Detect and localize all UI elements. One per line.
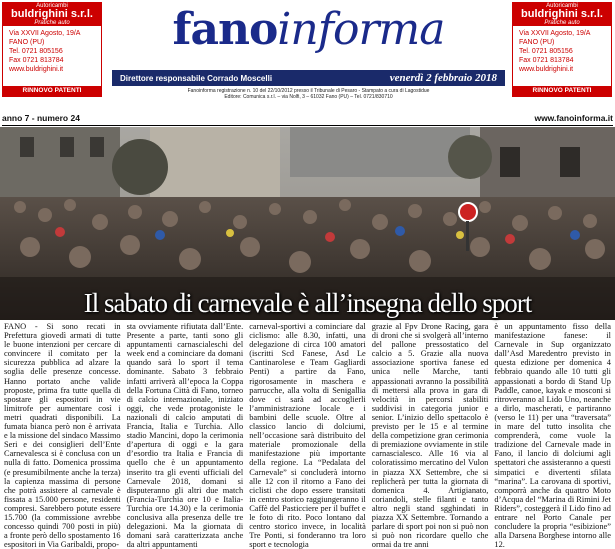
director-line: Direttore responsabile Corrado Moscelli — [120, 73, 273, 83]
ad-line: FANO (PU) — [519, 39, 555, 46]
ad-line: Via XXVII Agosto, 19/A — [9, 30, 81, 37]
article-column: grazie al Fpv Drone Racing, gara di droni che si svolgerà all’interno del pallone pressostatico del calcio a 5. Grazie alla nuova associazione sportiva fanese ed unica nelle Marche, tanti appassionati avranno la possibilità di mettersi alla prova in gara di velocità in percorsi stabiliti suddivisi in categoria junior e senior. L’inizio dello spettacolo è previsto per le 15 e al termine della competizione gran cerimonia di premiazione ovviamente in stile carnascialesco. Alle 16 via al coloratissimo mercatino del Vulon in piazza XX Settembre, che si replicherà per tutta la giornata di domenica 4. Artigianato, coriandoli, stelle filanti e tanto altro negli stand sgghindati in piazza XX Settembre. Tornando a parlare di sport poi non si può non si può non ricordare quello che ormai da tre anni — [371, 322, 489, 549]
ad-sub: Pratiche auto — [34, 20, 70, 26]
ad-tag: Autoricambi — [36, 3, 68, 9]
article-column: carneval-sportivi a cominciare dal ciclismo: alle 8.30, infatti, una delegazione di circa 100 amatori (iscritti Scd Fanese, Asd Le Cantinarolese e Team Gagliardi Penti) a partire da Fano, rigorosamente in maschera e parrucche, alla volta di Senigallia dove ci sarà ad accoglierli l’amministrazione locale e i bambini delle scuole. Oltre al classico lancio di dolciumi, nell’occasione sarà distribuito del materiale promozionale della manifestazione più importante della regione. La “Pedalata del Carnevale” si concluderà intorno alle 12 con il ritorno a Fano dei ciclisti che dopo essere transitati in centro storico raggiungeranno il Caffè del Pasticciere per il buffet e le foto di rito. Poco lontano dal centro storico invece, in località Tre Ponti, si fonderanno tra loro sport e tecnologia — [249, 322, 366, 549]
ad-link[interactable]: www.buldrighini.it — [9, 66, 64, 73]
ad-header — [513, 3, 611, 26]
issue-strip — [2, 113, 613, 126]
ad-brand: buldrighini s.r.l. — [521, 8, 603, 20]
masthead-logo — [112, 4, 505, 64]
masthead-bar — [112, 70, 505, 86]
article-body — [4, 322, 611, 549]
article-headline: Il sabato di carnevale è all’insegna dello sport — [83, 288, 532, 318]
ad-line: Fax 0721 813784 — [519, 57, 574, 64]
ad-body — [3, 26, 101, 74]
article-column: è un appuntamento fisso della manifestazione fanese: il Carnevale in Sup organizzato dall’Asd Maredentro previsto in questa edizione per domenica 4 febbraio quando alle 10 tutti gli appassionati a bordo di Stand Up Paddle, canoe, kayak e mosconi si ritroveranno al Lido Uno, neanche a dirlo, mascherati, e partiranno (verso le 11) per una “traversata” in mare del tutto insolita che comprenderà, come vuole la tradizione del Carnevale made in Fano, il lancio di dolciumi agli spettatori che assisteranno a questi simpatici e divertenti sfilata “marina”. La carovana di sportivi, comporrà anche da quattro Moto d’Acqua del “Marina di Rimini Jet Riders”, costeggerà il Lido fino ad entrare nel Porto Canale per concludere la propria “esibizione” alla Darsena Borghese intorno alle 12. — [494, 322, 611, 549]
issue-number: anno 7 - numero 24 — [2, 113, 80, 123]
article-column: sta ovviamente rifiutata dall’Ente. Presente a parte, tanti sono gli appuntamenti carnascialeschi del week end a cominciare da domani quando sarà lo sport il tema dominante. Sabato 3 febbraio infatti arriverà all’epoca la Coppa della Fortuna Città di Fano, torneo di calcio internazionale, iniziato oggi, che vede protagoniste le nazionali di calcio amputati di Francia, Italia e Turchia. Allo stadio Mancini, dopo la cerimonia d’apertura di oggi e la gara d’esordio tra Italia e Francia di quello che è un appuntamento inserito tra gli eventi ufficiali del Carnevale 2018, domani si disputeranno gli altri due match (Francia-Turchia ore 10 e Italia-Turchia ore 14.30) e la cerimonia conclusiva alla presenza delle tre delegazioni. Ma la giornata di domani sarà caratterizzata anche da altri appuntamenti — [126, 322, 244, 549]
ad-footer: RINNOVO PATENTI — [3, 86, 101, 96]
ad-box-right[interactable] — [512, 2, 612, 97]
registration-info — [112, 88, 505, 100]
ad-line: Fax 0721 813784 — [9, 57, 64, 64]
registration-line: Fanoinforma registrazione n. 10 del 22/10/2012 presso il Tribunale di Pesaro - Stampato a cura di Lagostidue — [187, 88, 430, 94]
ad-line: Tel. 0721 805156 — [519, 48, 573, 55]
ad-line: Tel. 0721 805156 — [9, 48, 63, 55]
ad-header — [3, 3, 101, 26]
editor-line: Editore: Comunica s.r.l. – via Nolfi, 3 – 61032 Fano (PU) – Tel. 0721/830710 — [224, 94, 393, 100]
issue-date: venerdì 2 febbraio 2018 — [389, 72, 497, 84]
masthead-fano: fano — [172, 4, 278, 55]
ad-box-left[interactable] — [2, 2, 102, 97]
ad-body — [513, 26, 611, 74]
ad-line: Via XXVII Agosto, 19/A — [519, 30, 591, 37]
article-column: FANO - Si sono recati in Prefettura giovedì armati di tutte le buone intenzioni per cercare di convincere il comitato per la sicurezza pubblica ad alzare la soglia delle presenze concesse. Hanno portato anche valide proposte, prima fra tutte quella di spostare gli espositori in vie limitrofe per aumentare così i metri quadrati disponibili. La fumata bianca però non è arrivata e la missione del sindaco Massimo Seri e dei consiglieri dell’Ente Carnevalesca si è conclusa con un nulla di fatto. Domenica prossima (e presumibilmente anche la terza) la capienza massima di persone che potrà assistere al carnevale è fissata a 15.000 persone, residenti compresi. Sarebbero potute essere 15.700 (la commissione avrebbe concesso quindi 700 posti in più) a fronte però dello spostamento 16 espositori in Via Garibaldi, propo- — [4, 322, 121, 549]
ad-tag: Autoricambi — [546, 3, 578, 9]
ad-footer: RINNOVO PATENTI — [513, 86, 611, 96]
masthead-informa: informa — [277, 4, 445, 55]
website-link[interactable]: www.fanoinforma.it — [534, 113, 613, 123]
ad-brand: buldrighini s.r.l. — [11, 8, 93, 20]
ad-link[interactable]: www.buldrighini.it — [519, 66, 574, 73]
ad-line: FANO (PU) — [9, 39, 45, 46]
ad-sub: Pratiche auto — [544, 20, 580, 26]
